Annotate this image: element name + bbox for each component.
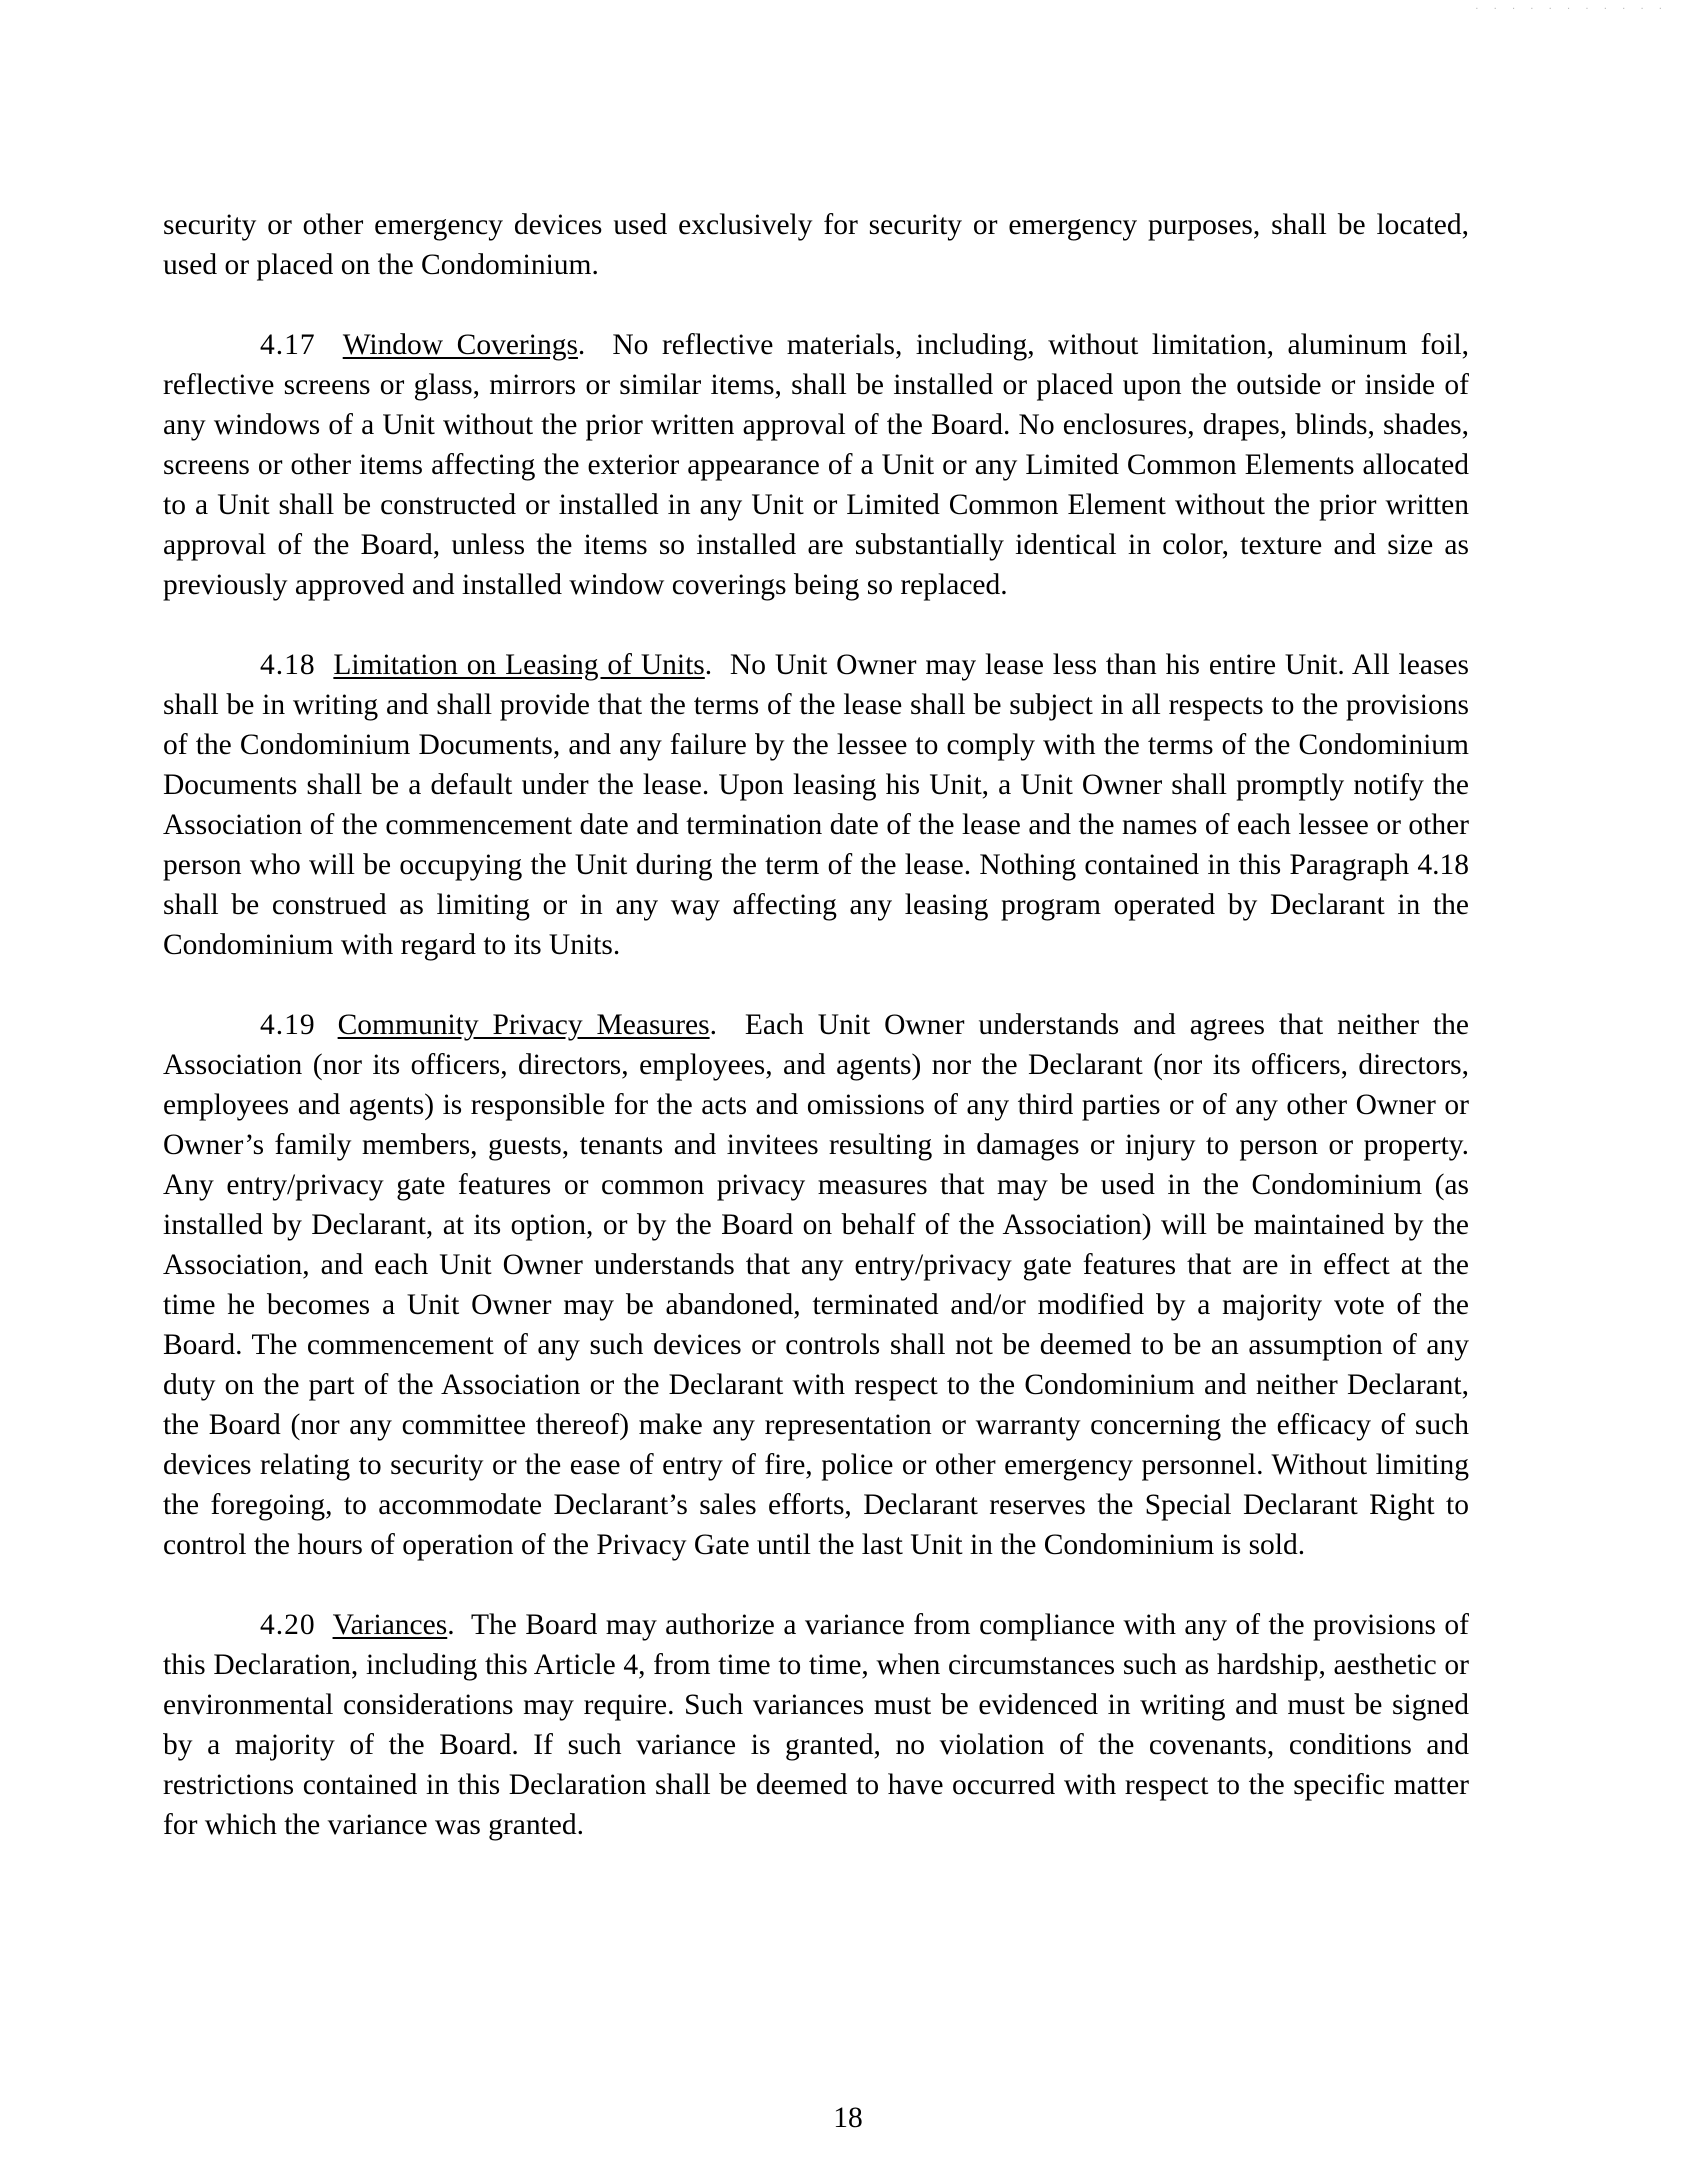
section-heading: Variances <box>332 1609 448 1641</box>
page-number: 18 <box>833 2102 863 2134</box>
section-4-19: 4.19 Community Privacy Measures. Each Unit Owner understands and agrees that neither the Association (nor its officers, directors, employees, and agents) nor the Declarant (nor its officers, directors, employees and agents) is responsible for the acts and omissions of any third parties or of any other Owner or Owner’s family members, guests, tenants and invitees resulting in damages or injury to person or property. Any entry/privacy gate features or common privacy measures that may be used in the Condominium (as installed by Declarant, at its option, or by the Board on behalf of the Association) will be maintained by the Association, and each Unit Owner understands that any entry/privacy gate features that are in effect at the time he becomes a Unit Owner may be abandoned, terminated and/or modified by a majority vote of the Board. The commencement of any such devices or controls shall not be deemed to be an assumption of any duty on the part of the Association or the Declarant with respect to the Condominium and neither Declarant, the Board (nor any committee thereof) make any representation or warranty concerning the efficacy of such devices relating to security or the ease of entry of fire, police or other emergency personnel. Without limiting the foregoing, to accommodate Declarant’s sales efforts, Declarant reserves the Special Declarant Right to control the hours of operation of the Privacy Gate until the last Unit in the Condominium is sold. <box>163 1009 1470 1561</box>
section-heading: Limitation on Leasing of Units <box>333 649 705 681</box>
scan-artifact-dots: · · · · · · · · · · · <box>1475 4 1668 15</box>
section-text: Each Unit Owner understands and agrees that neither the Association (nor its officers, directors, employees, and agents) nor the Declarant (nor its officers, directors, employees and agents) is responsible for the acts and omissions of any third parties or of any other Owner or Owner’s family members, guests, tenants and invitees resulting in damages or injury to person or property. Any entry/privacy gate features or common privacy measures that may be used in the Condominium (as installed by Declarant, at its option, or by the Board on behalf of the Association) will be maintained by the Association, and each Unit Owner understands that any entry/privacy gate features that are in effect at the time he becomes a Unit Owner may be abandoned, terminated and/or modified by a majority vote of the Board. The commencement of any such devices or controls shall not be deemed to be an assumption of any duty on the part of the Association or the Declarant with respect to the Condominium and neither Declarant, the Board (nor any committee thereof) make any representation or warranty concerning the efficacy of such devices relating to security or the ease of entry of fire, police or other emergency personnel. Without limiting the foregoing, to accommodate Declarant’s sales efforts, Declarant reserves the Special Declarant Right to control the hours of operation of the Privacy Gate until the last Unit in the Condominium is sold. <box>163 1009 1470 1561</box>
section-heading: Window Coverings <box>342 329 578 361</box>
document-body <box>163 205 1469 1885</box>
section-4-18: 4.18 Limitation on Leasing of Units. No Unit Owner may lease less than his entire Unit. All leases shall be in writing and shall provide that the terms of the lease shall be subject in all respects to the provisions of the Condominium Documents, and any failure by the lessee to comply with the terms of the Condominium Documents shall be a default under the lease. Upon leasing his Unit, a Unit Owner shall promptly notify the Association of the commencement date and termination date of the lease and the names of each lessee or other person who will be occupying the Unit during the term of the lease. Nothing contained in this Paragraph 4.18 shall be construed as limiting or in any way affecting any leasing program operated by Declarant in the Condominium with regard to its Units. <box>163 649 1469 961</box>
section-number: 4.18 <box>260 649 316 681</box>
section-heading: Community Privacy Measures <box>337 1009 710 1041</box>
section-text: The Board may authorize a variance from compliance with any of the provisions of this Declaration, including this Article 4, from time to time, when circumstances such as hardship, aesthetic or environmental considerations may require. Such variances must be evidenced in writing and must be signed by a majority of the Board. If such variance is granted, no violation of the covenants, conditions and restrictions contained in this Declaration shall be deemed to have occurred with respect to the specific matter for which the variance was granted. <box>163 1609 1470 1841</box>
section-number: 4.17 <box>260 329 316 361</box>
continuation-paragraph <box>163 205 1469 285</box>
section-text: No reflective materials, including, without limitation, aluminum foil, reflective screens or glass, mirrors or similar items, shall be installed or placed upon the outside or inside of any windows of a Unit without the prior written approval of the Board. No enclosures, drapes, blinds, shades, screens or other items affecting the exterior appearance of a Unit or any Limited Common Elements allocated to a Unit shall be constructed or installed in any Unit or Limited Common Element without the prior written approval of the Board, unless the items so installed are substantially identical in color, texture and size as previously approved and installed window coverings being so replaced. <box>163 329 1470 601</box>
section-4-17: 4.17 Window Coverings. No reflective materials, including, without limitation, aluminum foil, reflective screens or glass, mirrors or similar items, shall be installed or placed upon the outside or inside of any windows of a Unit without the prior written approval of the Board. No enclosures, drapes, blinds, shades, screens or other items affecting the exterior appearance of a Unit or any Limited Common Elements allocated to a Unit shall be constructed or installed in any Unit or Limited Common Element without the prior written approval of the Board, unless the items so installed are substantially identical in color, texture and size as previously approved and installed window coverings being so replaced. <box>163 329 1470 601</box>
section-4-20: 4.20 Variances. The Board may authorize a variance from compliance with any of the provisions of this Declaration, including this Article 4, from time to time, when circumstances such as hardship, aesthetic or environmental considerations may require. Such variances must be evidenced in writing and must be signed by a majority of the Board. If such variance is granted, no violation of the covenants, conditions and restrictions contained in this Declaration shall be deemed to have occurred with respect to the specific matter for which the variance was granted. <box>163 1609 1470 1841</box>
section-number: 4.19 <box>260 1009 316 1041</box>
section-text: No Unit Owner may lease less than his entire Unit. All leases shall be in writing and shall provide that the terms of the lease shall be subject in all respects to the provisions of the Condominium Documents, and any failure by the lessee to comply with the terms of the Condominium Documents shall be a default under the lease. Upon leasing his Unit, a Unit Owner shall promptly notify the Association of the commencement date and termination date of the lease and the names of each lessee or other person who will be occupying the Unit during the term of the lease. Nothing contained in this Paragraph 4.18 shall be construed as limiting or in any way affecting any leasing program operated by Declarant in the Condominium with regard to its Units. <box>163 649 1469 961</box>
continuation-text: security or other emergency devices used exclusively for security or emergency purposes, shall be located, used or placed on the Condominium. <box>163 209 1469 281</box>
section-number: 4.20 <box>260 1609 316 1641</box>
